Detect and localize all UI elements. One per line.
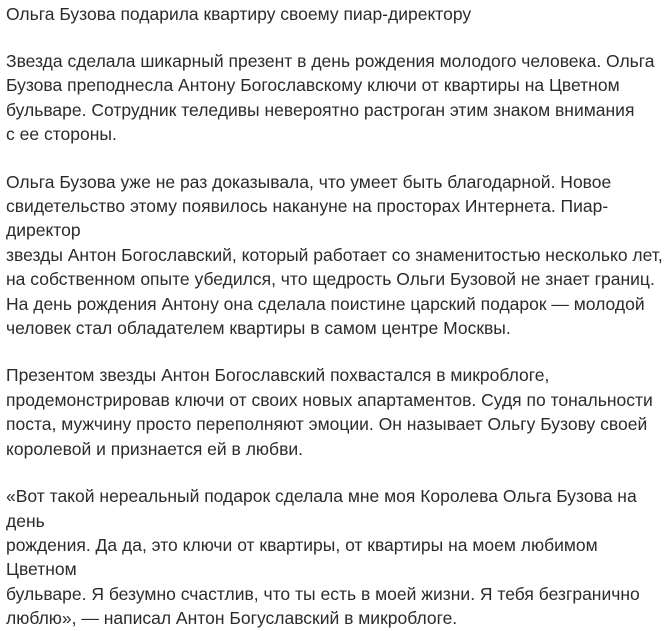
article-paragraph-1: Звезда сделала шикарный презент в день рождения молодого человека. Ольга Бузова преподнесла Антону Богославскому ключи от квартиры на Цветном бульваре. Сотрудник теледивы невероятно растроган этим знаком внимания с ее стороны. bbox=[6, 51, 655, 145]
article-paragraph-3: Презентом звезды Антон Богославский похвастался в микроблоге, продемонстрировав ключи от своих новых апартаментов. Судя по тональности поста, мужчину просто переполняют эмоции. Он называет Ольгу Бузову своей королевой и признается ей в любви. bbox=[6, 365, 653, 459]
article-paragraph-4: «Вот такой нереальный подарок сделала мне моя Королева Ольга Бузова на день рождения. Да да, это ключи от квартиры, от квартиры на моем любимом Цветном бульваре. Я безумно счастлив, что ты есть в моей жизни. Я тебя безгранично люблю», — написал Антон Богуславский в микроблоге. bbox=[6, 486, 640, 629]
article-paragraph-2: Ольга Бузова уже не раз доказывала, что умеет быть благодарной. Новое свидетельство этому появилось накануне на просторах Интернета. Пиар-директор звезды Антон Богославский, который работает со знаменитостью несколько лет, на собственном опыте убедился, что щедрость Ольги Бузовой не знает границ. На день рождения Антону она сделала поистине царский подарок — молодой человек стал обладателем квартиры в самом центре Москвы. bbox=[6, 171, 663, 339]
article-title: Ольга Бузова подарила квартиру своему пиар-директору bbox=[6, 4, 472, 24]
